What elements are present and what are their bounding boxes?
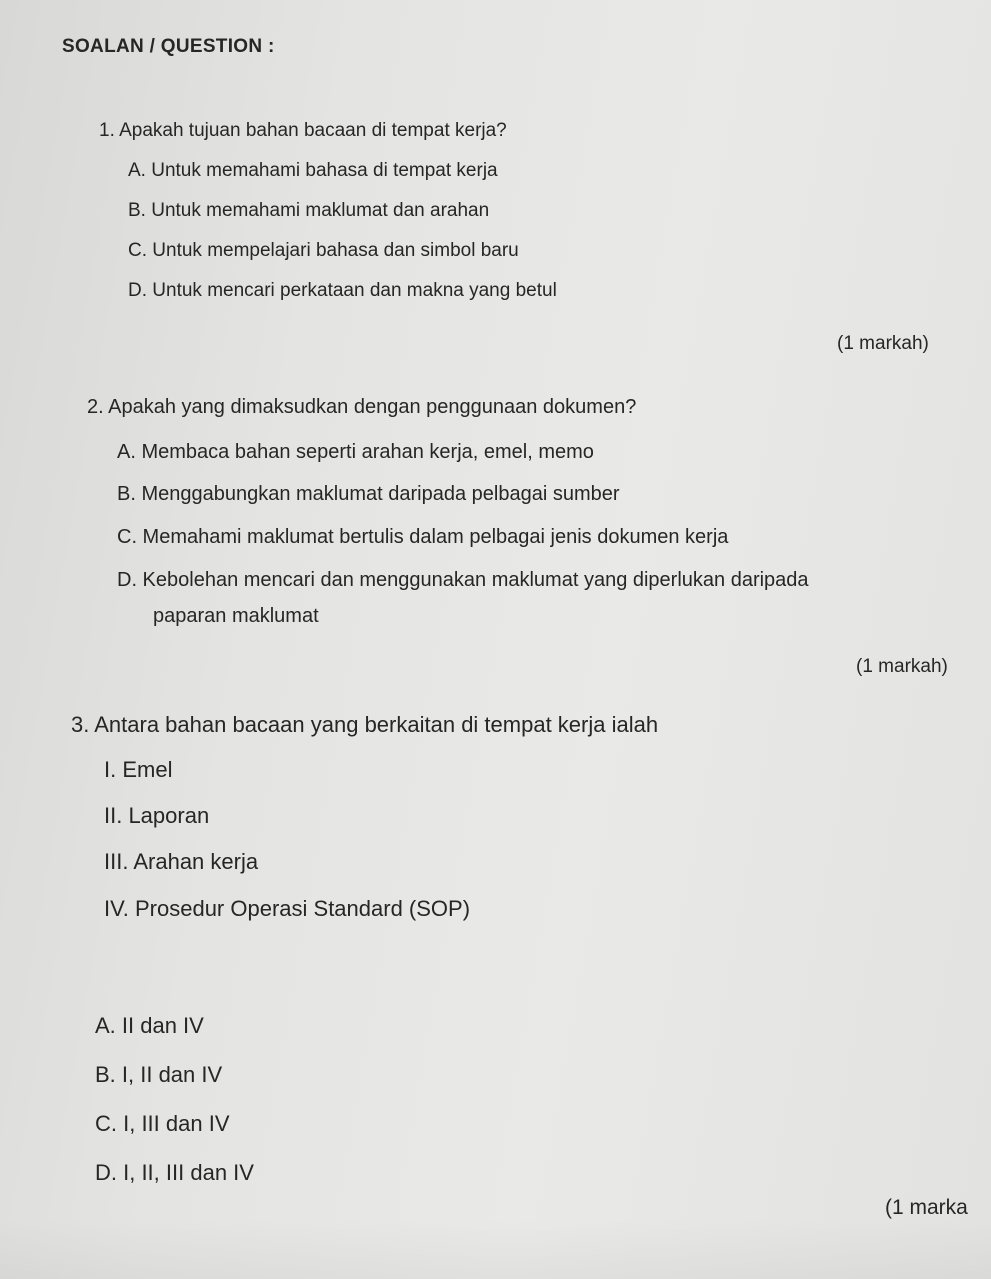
list-item-i: I. Emel [104,757,173,782]
list-item-ii: II. Laporan [104,803,210,828]
option-c: C. Untuk mempelajari bahasa dan simbol baru [128,240,519,261]
option-b: B. Menggabungkan maklumat daripada pelbagai sumber [117,483,620,505]
question-stem: 2. Apakah yang dimaksudkan dengan penggunaan dokumen? [87,396,637,418]
option-b: B. I, II dan IV [95,1062,223,1087]
question-stem: 3. Antara bahan bacaan yang berkaitan di tempat kerja ialah [71,712,659,737]
option-d: D. Untuk mencari perkataan dan makna yang betul [128,280,557,301]
option-a: A. Untuk memahami bahasa di tempat kerja [128,160,498,181]
marks-label: (1 markah) [837,333,929,354]
question-stem: 1. Apakah tujuan bahan bacaan di tempat kerja? [99,120,507,141]
marks-label: (1 marka [885,1196,968,1219]
section-heading: SOALAN / QUESTION : [62,36,275,57]
option-b: B. Untuk memahami maklumat dan arahan [128,200,490,221]
option-c: C. I, III dan IV [95,1111,230,1136]
option-d: D. I, II, III dan IV [95,1160,254,1185]
option-a: A. Membaca bahan seperti arahan kerja, emel, memo [117,441,594,463]
option-a: A. II dan IV [95,1013,204,1038]
option-d: D. Kebolehan mencari dan menggunakan maklumat yang diperlukan daripada [117,569,809,591]
page-shadow [0,1219,991,1279]
list-item-iii: III. Arahan kerja [104,849,259,874]
option-d-continuation: paparan maklumat [153,605,319,627]
list-item-iv: IV. Prosedur Operasi Standard (SOP) [104,896,471,921]
marks-label: (1 markah) [856,656,948,677]
option-c: C. Memahami maklumat bertulis dalam pelbagai jenis dokumen kerja [117,526,729,548]
